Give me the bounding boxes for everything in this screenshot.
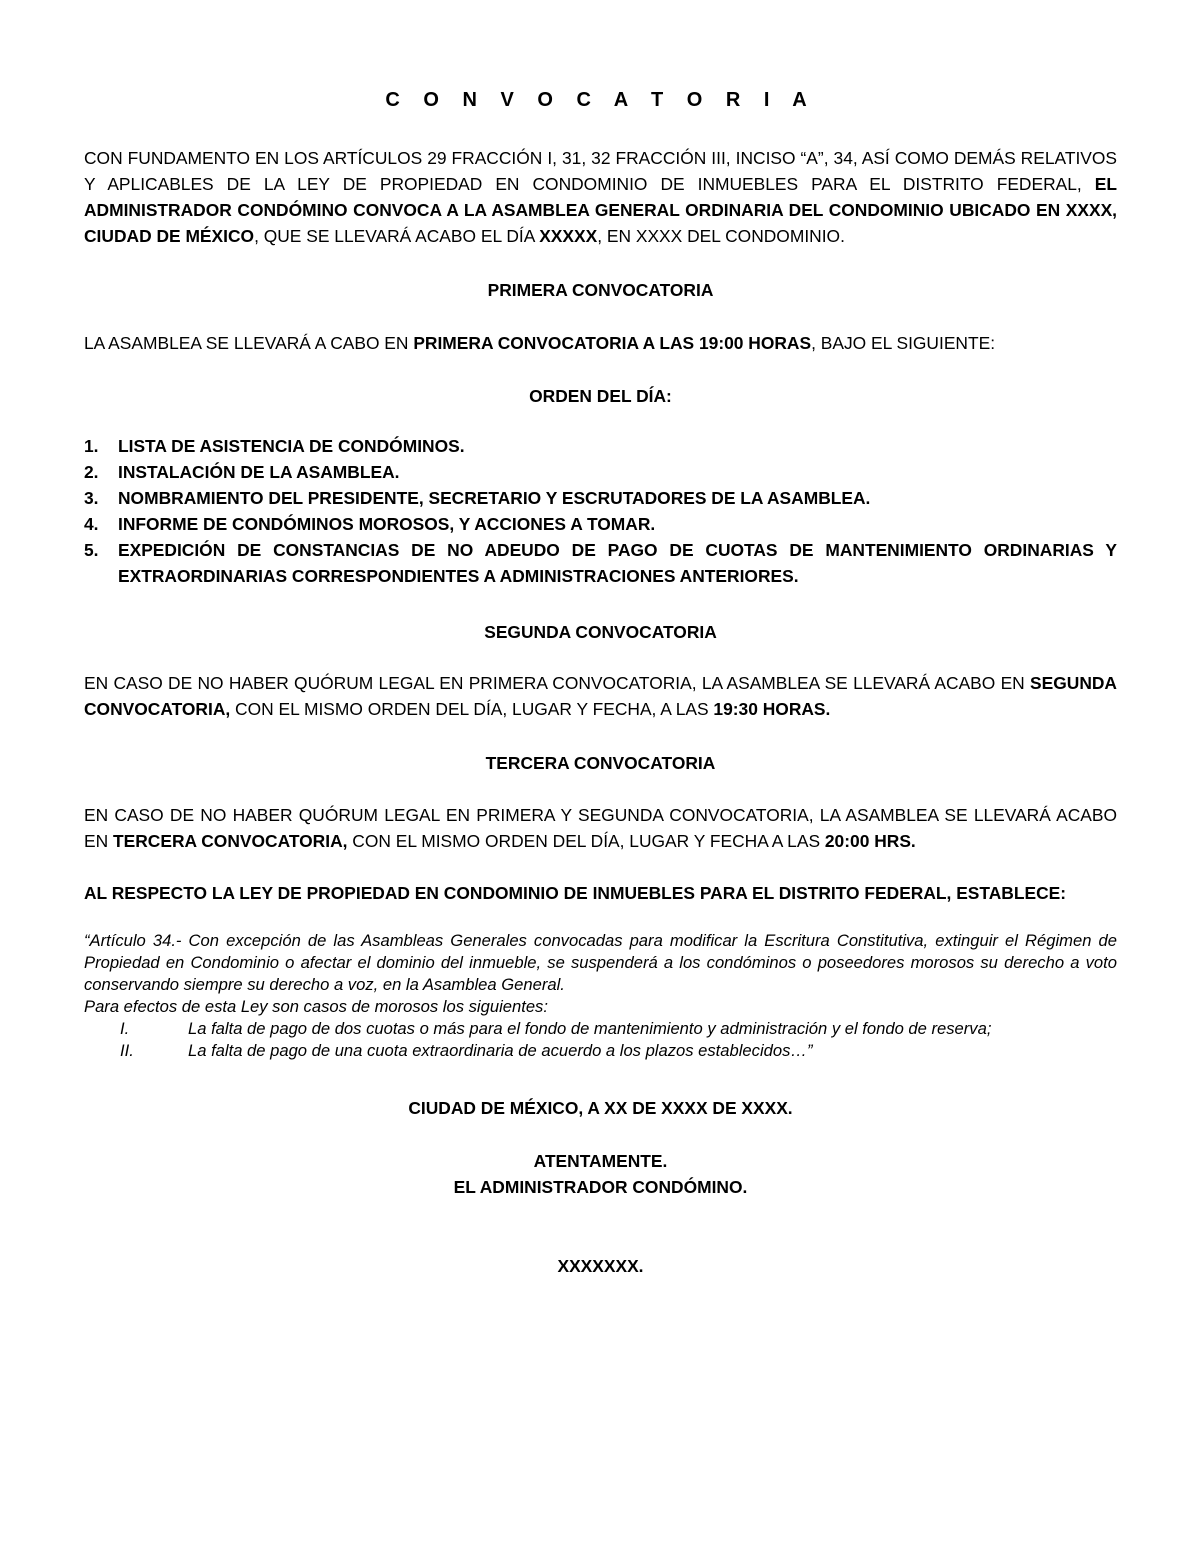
- orden-item: [84, 485, 1117, 511]
- orden-item-number: 3.: [84, 488, 99, 508]
- primera-paragraph: [84, 330, 1117, 356]
- intro-text-3: , EN XXXX DEL CONDOMINIO.: [597, 226, 845, 246]
- orden-item-number: 4.: [84, 514, 99, 534]
- intro-paragraph: [84, 145, 1117, 249]
- closing-regards: ATENTAMENTE.: [533, 1151, 668, 1171]
- intro-text-2: , QUE SE LLEVARÁ ACABO EL DÍA: [254, 226, 540, 246]
- segunda-bold-2: 19:30 HORAS.: [713, 699, 831, 719]
- orden-item-number: 1.: [84, 436, 99, 456]
- primera-bold-1: PRIMERA CONVOCATORIA A LAS 19:00 HORAS: [413, 333, 812, 353]
- segunda-bold-1: SEGUNDA CONVOCATORIA,: [84, 673, 1117, 719]
- orden-item-text: INFORME DE CONDÓMINOS MOROSOS, Y ACCIONES A TOMAR.: [118, 514, 656, 534]
- segunda-text-2: CON EL MISMO ORDEN DEL DÍA, LUGAR Y FECHA, A LAS: [230, 699, 714, 719]
- ley-item-number: I.: [120, 1019, 130, 1038]
- tercera-bold-2: 20:00 HRS.: [824, 831, 916, 851]
- tercera-heading: TERCERA CONVOCATORIA: [485, 753, 716, 773]
- primera-text-1: LA ASAMBLEA SE LLEVARÁ A CABO EN: [84, 333, 414, 353]
- tercera-paragraph: [84, 802, 1117, 854]
- primera-heading: PRIMERA CONVOCATORIA: [487, 280, 714, 300]
- ley-quote-block: [84, 930, 1117, 1062]
- orden-item-number: 5.: [84, 540, 99, 560]
- signature-name: XXXXXXX.: [557, 1256, 644, 1276]
- orden-item-text: EXPEDICIÓN DE CONSTANCIAS DE NO ADEUDO DE PAGO DE CUOTAS DE MANTENIMIENTO ORDINARIAS Y EXTRAORDINARIAS CORRESPONDIENTES A ADMINISTRACIONES ANTERIORES.: [118, 540, 1117, 586]
- ley-item-text: La falta de pago de dos cuotas o más para el fondo de mantenimiento y administración y el fondo de reserva;: [188, 1019, 992, 1038]
- orden-item: [84, 511, 1117, 537]
- orden-item: [84, 433, 1117, 459]
- segunda-heading: SEGUNDA CONVOCATORIA: [484, 622, 717, 642]
- tercera-text-1: EN CASO DE NO HABER QUÓRUM LEGAL EN PRIMERA Y SEGUNDA CONVOCATORIA, LA ASAMBLEA SE LLEVARÁ ACABO EN: [84, 805, 1117, 851]
- orden-list: [84, 433, 1117, 589]
- closing-role: EL ADMINISTRADOR CONDÓMINO.: [453, 1177, 748, 1197]
- intro-bold-2: XXXXX: [539, 226, 598, 246]
- closing-place-date: CIUDAD DE MÉXICO, A XX DE XXXX DE XXXX.: [408, 1098, 793, 1118]
- ley-item-text: La falta de pago de una cuota extraordinaria de acuerdo a los plazos establecidos…”: [188, 1041, 813, 1060]
- ley-item: [84, 1018, 1117, 1040]
- ley-quote: “Artículo 34.- Con excepción de las Asambleas Generales convocadas para modificar la Escritura Constitutiva, extinguir el Régimen de Propiedad en Condominio o afectar el dominio del inmueble, se suspenderá a los condóminos o poseedores morosos su derecho a voto conservando siempre su derecho a voz, en la Asamblea General.: [84, 931, 1117, 994]
- orden-heading: ORDEN DEL DÍA:: [529, 386, 672, 406]
- ley-item-number: II.: [120, 1041, 134, 1060]
- segunda-text-1: EN CASO DE NO HABER QUÓRUM LEGAL EN PRIMERA CONVOCATORIA, LA ASAMBLEA SE LLEVARÁ ACABO EN: [84, 673, 1031, 693]
- ley-heading: AL RESPECTO LA LEY DE PROPIEDAD EN CONDOMINIO DE INMUEBLES PARA EL DISTRITO FEDERAL, ESTABLECE:: [84, 883, 1067, 903]
- orden-item: [84, 459, 1117, 485]
- orden-item-number: 2.: [84, 462, 99, 482]
- intro-text-1: CON FUNDAMENTO EN LOS ARTÍCULOS 29 FRACCIÓN I, 31, 32 FRACCIÓN III, INCISO “A”, 34, ASÍ COMO DEMÁS RELATIVOS Y APLICABLES DE LA LEY DE PROPIEDAD EN CONDOMINIO DE INMUEBLES PARA EL DISTRITO FEDERAL,: [84, 148, 1117, 194]
- intro-bold-1: EL ADMINISTRADOR CONDÓMINO CONVOCA A LA ASAMBLEA GENERAL ORDINARIA DEL CONDOMINIO UBICADO EN XXXX, CIUDAD DE MÉXICO: [84, 174, 1117, 246]
- tercera-bold-1: TERCERA CONVOCATORIA,: [113, 831, 348, 851]
- ley-intro: Para efectos de esta Ley son casos de morosos los siguientes:: [84, 997, 548, 1016]
- tercera-text-2: CON EL MISMO ORDEN DEL DÍA, LUGAR Y FECHA A LAS: [347, 831, 825, 851]
- segunda-paragraph: [84, 670, 1117, 722]
- orden-item-text: NOMBRAMIENTO DEL PRESIDENTE, SECRETARIO Y ESCRUTADORES DE LA ASAMBLEA.: [118, 488, 871, 508]
- document-title: C O N V O C A T O R I A: [385, 89, 816, 111]
- ley-item: [84, 1040, 1117, 1062]
- orden-item-text: INSTALACIÓN DE LA ASAMBLEA.: [118, 462, 400, 482]
- primera-text-2: , BAJO EL SIGUIENTE:: [811, 333, 996, 353]
- orden-item: [84, 537, 1117, 589]
- orden-item-text: LISTA DE ASISTENCIA DE CONDÓMINOS.: [118, 436, 465, 456]
